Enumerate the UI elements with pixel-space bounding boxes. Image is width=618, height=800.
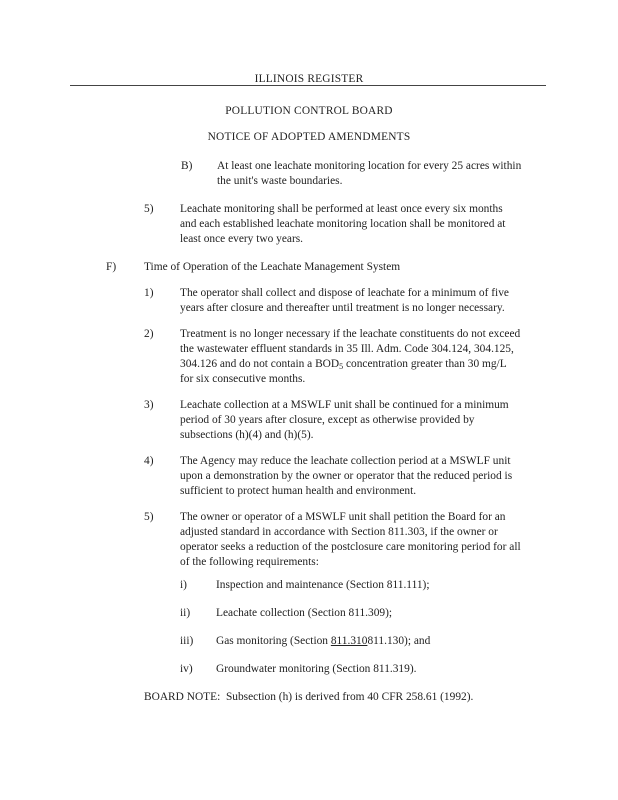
f-3-line-1: Leachate collection at a MSWLF unit shall be continued for a minimum (180, 399, 509, 411)
f-1-line-2: years after closure and thereafter until treatment is no longer necessary. (180, 302, 505, 314)
f-2-label: 2) (144, 328, 154, 340)
sub-iv-label: iv) (180, 663, 193, 675)
register-title: ILLINOIS REGISTER (254, 73, 364, 85)
sub-ii-text: Leachate collection (Section 811.309); (216, 607, 393, 619)
sub-iii-text (216, 634, 430, 649)
f-5-line-2: adjusted standard in accordance with Section 811.303, if the owner or (180, 526, 498, 538)
f-1-label: 1) (144, 287, 154, 299)
f-2-line-4: for six consecutive months. (180, 373, 306, 385)
f-5-line-3: operator seeks a reduction of the postclosure care monitoring period for all (180, 541, 521, 553)
f-2-line-3a: 304.126 and do not contain a BOD (180, 358, 340, 370)
board-note: BOARD NOTE: Subsection (h) is derived from 40 CFR 258.61 (1992). (144, 691, 474, 703)
f-2-line-3 (180, 357, 507, 372)
f-3-label: 3) (144, 399, 154, 411)
sub-iv-text: Groundwater monitoring (Section 811.319). (216, 663, 417, 675)
f-2-line-3b: concentration greater than 30 mg/L (343, 358, 507, 370)
f-3-line-2: period of 30 years after closure, except as otherwise provided by (180, 414, 475, 426)
sub-iii-label: iii) (180, 635, 194, 647)
f-5-line-4: of the following requirements: (180, 556, 319, 568)
sub-iii-pre: Gas monitoring (Section (216, 635, 331, 647)
notice-title: NOTICE OF ADOPTED AMENDMENTS (207, 131, 411, 143)
item-b-line-2: the unit's waste boundaries. (217, 175, 343, 187)
f-5-line-1: The owner or operator of a MSWLF unit shall petition the Board for an (180, 511, 506, 523)
item-5-line-3: least once every two years. (180, 233, 304, 245)
bod-subscript: 5 (339, 362, 344, 371)
item-5-label: 5) (144, 203, 154, 215)
f-2-line-2: the wastewater effluent standards in 35 Ill. Adm. Code 304.124, 304.125, (180, 343, 514, 355)
item-b-line-1: At least one leachate monitoring location for every 25 acres within (217, 160, 522, 172)
f-1-line-1: The operator shall collect and dispose of leachate for a minimum of five (180, 287, 509, 299)
f-5-label: 5) (144, 511, 154, 523)
sub-ii-label: ii) (180, 607, 191, 619)
f-4-label: 4) (144, 455, 154, 467)
board-title: POLLUTION CONTROL BOARD (225, 105, 393, 117)
f-3-line-3: subsections (h)(4) and (h)(5). (180, 429, 314, 441)
sub-i-label: i) (180, 579, 187, 591)
f-4-line-3: sufficient to protect human health and environment. (180, 485, 417, 497)
sub-iii-underlined: 811.310 (330, 635, 368, 647)
item-5-line-1: Leachate monitoring shall be performed at least once every six months (180, 203, 503, 215)
f-4-line-2: upon a demonstration by the owner or operator that the reduced period is (180, 470, 513, 482)
item-b-label: B) (181, 160, 193, 172)
sub-iii-post: 811.130); and (367, 635, 431, 647)
section-f-label: F) (106, 261, 117, 273)
f-4-line-1: The Agency may reduce the leachate collection period at a MSWLF unit (180, 455, 511, 467)
f-2-line-1: Treatment is no longer necessary if the leachate constituents do not exceed (180, 328, 521, 340)
item-5-line-2: and each established leachate monitoring location shall be monitored at (180, 218, 506, 230)
section-f-title: Time of Operation of the Leachate Management System (144, 261, 401, 273)
sub-i-text: Inspection and maintenance (Section 811.111); (216, 579, 430, 591)
